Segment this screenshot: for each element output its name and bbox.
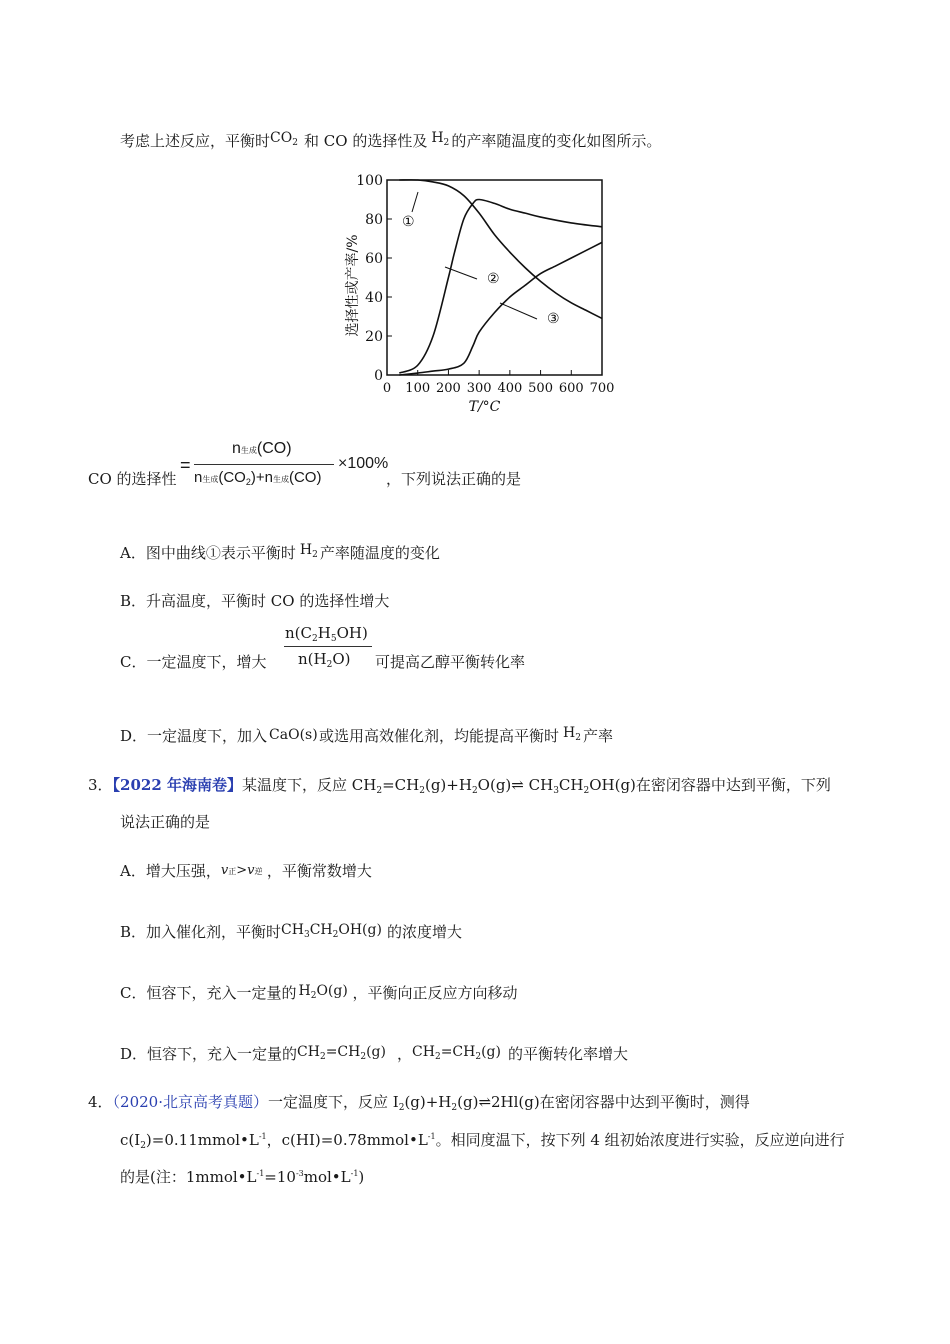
q3-a-rest: ，平衡常数增大	[266, 862, 372, 880]
h2-text: H	[431, 130, 444, 146]
q2-c-num-h: H	[317, 624, 331, 642]
q3-source: 【2022 年海南卷】	[112, 776, 243, 794]
x-tick-label: 0	[382, 381, 392, 396]
q3-stem-f: CH	[558, 776, 584, 794]
num-rest: (CO)	[256, 440, 292, 457]
num-n: n	[232, 440, 241, 457]
q3-s4: 3	[553, 786, 559, 796]
q3-a-v2-sub: 逆	[254, 867, 263, 876]
q2-a-label: A．图中曲线①表示平衡时	[120, 544, 296, 562]
q3-stem	[88, 774, 831, 796]
q3-a-v1-sub: 正	[228, 867, 237, 876]
intro-text-c: 的产率随温度的变化如图所示。	[451, 132, 662, 150]
q3-d-f2a: =CH	[325, 1044, 361, 1060]
y-axis-label: 选择性或产率/%	[345, 234, 361, 337]
q3-c-label: C．恒容下，充入一定量的	[120, 984, 297, 1002]
q3-option-b	[120, 921, 462, 942]
co2-sub: 2	[292, 138, 298, 148]
q3-a-v2: v	[247, 863, 255, 878]
q3-d-rest: 的平衡转化率增大	[508, 1045, 629, 1063]
q3-d-s2a: 2	[360, 1052, 367, 1062]
q3-d-f2b: =CH	[440, 1044, 476, 1060]
y-tick-label: 20	[365, 329, 383, 345]
q4-l2-b: )=0.11mmol•L	[145, 1131, 259, 1149]
q2-c-denominator	[298, 650, 350, 670]
den-a-sub2: 2	[245, 477, 251, 487]
y-tick-label: 60	[365, 251, 383, 267]
q4-l2-sup1: -1	[258, 1132, 267, 1141]
q3-d-f1b: CH	[412, 1044, 435, 1060]
formula-denominator	[194, 469, 321, 487]
q4-l3-c: mol•L	[303, 1168, 351, 1186]
q3-s5: 2	[583, 786, 590, 796]
q4-line3	[120, 1166, 364, 1187]
q3-s1: 2	[376, 786, 383, 796]
q4-l2-a: c(I	[120, 1131, 141, 1149]
q3-b-rest: 的浓度增大	[387, 923, 463, 941]
q2-a-h: H	[299, 542, 313, 558]
q3-b-s1: 3	[303, 930, 310, 940]
q4-stem-c: (g)⇌2Hl(g)在密闭容器中达到平衡时，测得	[457, 1093, 750, 1111]
intro-text: 考虑上述反应，平衡时	[120, 132, 271, 150]
q3-option-a	[120, 860, 372, 881]
q3-b-f3: OH(g)	[338, 922, 382, 938]
selectivity-yield-chart	[340, 170, 620, 420]
q3-stem-line2: 说法正确的是	[120, 813, 211, 831]
q2-c-num-s1: 2	[312, 634, 318, 644]
den-a-rest: (CO	[218, 469, 246, 486]
q2-d-rest: 产率	[583, 727, 614, 745]
q3-a-label: A．增大压强，	[120, 862, 221, 880]
q2-option-b: B．升高温度，平衡时 CO 的选择性增大	[120, 592, 390, 610]
q2-d-hsub: 2	[575, 733, 581, 743]
series-leader-3	[500, 303, 537, 319]
q4-stem-b: (g)+H	[404, 1093, 452, 1111]
q4-l3-sup3: -1	[350, 1169, 359, 1178]
q4-l3-sup1: -1	[256, 1169, 265, 1178]
q3-d-label: D．恒容下，充入一定量的	[120, 1045, 298, 1063]
equilibrium-arrow-icon: ⇌	[511, 776, 524, 794]
q3-d-f3b: (g)	[481, 1044, 501, 1060]
series-line-2	[399, 200, 602, 374]
intro-text-b: 和 CO 的选择性及	[304, 132, 428, 150]
y-tick-label: 40	[365, 290, 383, 306]
formula-numerator	[232, 440, 292, 458]
q2-c-label: C．一定温度下，增大	[120, 653, 267, 671]
q4-s1: 2	[398, 1103, 405, 1113]
q2-c-fraction-line	[284, 646, 372, 647]
x-tick-label: 600	[558, 381, 584, 396]
den-b-n: n	[264, 469, 273, 486]
den-a-n: n	[194, 469, 203, 486]
q2-c-numerator	[285, 624, 368, 644]
q2-a-hsub: 2	[312, 550, 318, 560]
q3-a-v1: v	[220, 863, 229, 878]
q2-c-num-a: n(C	[285, 624, 312, 642]
q3-option-d	[120, 1043, 628, 1064]
q4-l2-s1: 2	[140, 1141, 146, 1151]
q3-b-f1: CH	[281, 922, 304, 938]
q3-option-c	[120, 982, 518, 1003]
q3-d-f1a: CH	[297, 1044, 320, 1060]
q4-l3-d: )	[358, 1168, 365, 1186]
q2-option-d: D．一定温度下，加入 CaO(s) 或选用高效催化剂，均能提高平衡时 $H_2$ 产率	[120, 725, 614, 745]
q3-stem-b: =CH	[382, 776, 420, 794]
q3-d-f3a: (g)	[366, 1044, 386, 1060]
q2-option-c	[120, 651, 266, 672]
q2-c-den-s: 2	[326, 660, 333, 670]
q3-a-gt: >	[236, 863, 248, 878]
q2-option-a	[120, 542, 440, 563]
q3-stem-d: O(g)	[477, 776, 512, 794]
series-label-1: ①	[402, 214, 415, 230]
x-tick-label: 500	[528, 381, 553, 396]
series-line-3	[399, 242, 602, 375]
q4-l3-sup2: -3	[295, 1169, 304, 1178]
q3-stem-c: (g)+H	[424, 776, 472, 794]
q3-c-f1: H	[298, 983, 311, 999]
q2-c-den-a: n(H	[298, 650, 327, 668]
q3-s3: 2	[471, 786, 478, 796]
x-tick-label: 200	[436, 381, 461, 396]
x-tick-label: 700	[589, 381, 615, 396]
q3-d-s1a: 2	[319, 1052, 326, 1062]
intro-line	[120, 130, 661, 151]
q3-d-comma: ，	[397, 1045, 413, 1063]
series-label-2: ②	[487, 271, 500, 287]
num-sub: 生成	[240, 446, 257, 455]
q2-c-num-end: OH)	[336, 624, 368, 642]
den-b-rest: (CO)	[288, 469, 322, 486]
formula-times: ×100%	[338, 455, 389, 472]
q2-d-mid: 或选用高效催化剂，均能提高平衡时	[319, 727, 560, 745]
q3-c-s1: 2	[310, 991, 317, 1001]
y-tick-label: 0	[374, 368, 383, 384]
q3-stem-e: CH	[523, 776, 554, 794]
q4-number: 4．	[88, 1093, 113, 1111]
q4-line2	[120, 1129, 845, 1151]
q3-b-s2: 2	[332, 930, 339, 940]
q4-l2-d: 。相同度温下，按下列 4 组初始浓度进行实验，反应逆向进行	[435, 1131, 845, 1149]
y-tick-label: 80	[365, 212, 383, 228]
h2-sub: 2	[443, 138, 450, 148]
q4-l2-sup2: -1	[427, 1132, 436, 1141]
q4-s2: 2	[451, 1103, 458, 1113]
q3-s2: 2	[419, 786, 425, 796]
series-label-3: ③	[547, 311, 560, 327]
formula-suffix: ，下列说法正确的是	[386, 470, 522, 488]
q4-l2-c: ，c(HI)=0.78mmol•L	[266, 1131, 428, 1149]
y-tick-label: 100	[356, 173, 383, 189]
q3-c-f2: O(g)	[316, 983, 348, 999]
series-line-1	[399, 180, 602, 319]
q3-c-rest: ，平衡向正反应方向移动	[352, 984, 518, 1002]
q3-b-f2: CH	[309, 922, 333, 938]
q4-stem	[88, 1091, 750, 1113]
q2-d-h: H	[563, 725, 576, 741]
den-a-sub: 生成	[202, 475, 219, 484]
den-plus: +	[255, 469, 265, 486]
q2-c-num-s2: 5	[330, 634, 337, 644]
q2-d-label: D．一定温度下，加入	[120, 727, 268, 745]
den-b-sub: 生成	[272, 475, 289, 484]
q2-c-rest: 可提高乙醇平衡转化率	[375, 653, 526, 671]
q2-a-rest: 产率随温度的变化	[319, 544, 440, 562]
den-a-close: )	[250, 469, 256, 486]
co2-text: CO	[270, 130, 293, 146]
co-selectivity-line	[88, 468, 177, 489]
q3-stem-a: 某温度下，反应 CH	[242, 776, 377, 794]
q4-l3-b: =10	[264, 1168, 296, 1186]
x-tick-label: 100	[405, 381, 431, 396]
q2-c-den-end: O)	[332, 650, 351, 668]
q4-stem-a: 一定温度下，反应 I	[268, 1093, 399, 1111]
q3-d-s2b: 2	[475, 1052, 482, 1062]
series-leader-1	[412, 192, 418, 212]
formula-equals: =	[180, 455, 191, 475]
formula-prefix: CO 的选择性	[88, 470, 177, 488]
x-tick-label: 400	[497, 381, 523, 396]
q3-stem-g: OH(g)在密闭容器中达到平衡，下列	[589, 776, 831, 794]
x-tick-label: 300	[466, 381, 492, 396]
q4-source: （2020·北京高考真题）	[112, 1093, 268, 1111]
formula-fraction-line	[194, 464, 334, 465]
q4-l3-a: 的是(注：1mmol•L	[120, 1168, 257, 1186]
x-axis-label: T/°C	[468, 399, 501, 415]
q3-b-label: B．加入催化剂，平衡时	[120, 923, 282, 941]
q3-number: 3．	[88, 776, 113, 794]
q3-d-s1b: 2	[434, 1052, 441, 1062]
